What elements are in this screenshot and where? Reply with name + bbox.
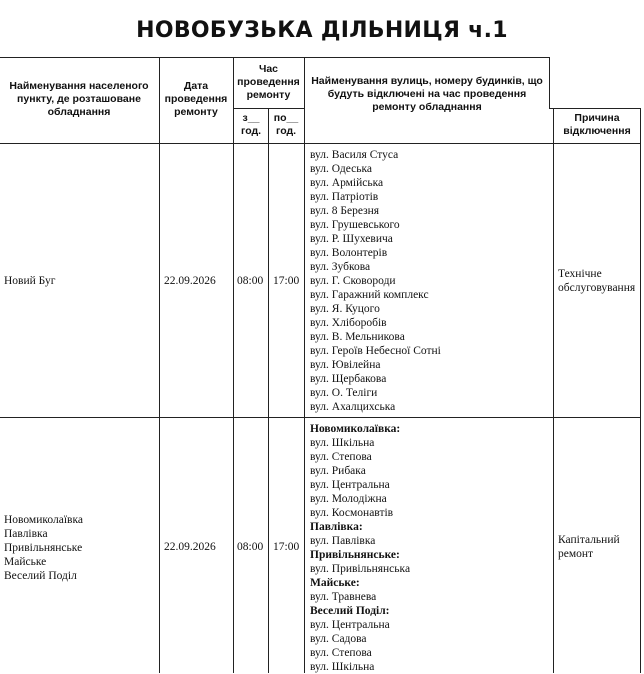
row1-to: 17:00	[273, 275, 300, 287]
locality-heading: Привільнянське:	[310, 549, 400, 561]
header-time: Час проведення ремонту	[237, 63, 300, 101]
header-settlement: Найменування населеного пункту, де розташоване обладнання	[9, 80, 149, 118]
street-item: вул. Степова	[310, 647, 372, 659]
street-item: вул. Василя Стуса	[310, 149, 399, 161]
row2-to: 17:00	[273, 541, 300, 553]
header-from: з__ год.	[240, 112, 262, 137]
street-item: вул. Патріотів	[310, 191, 379, 203]
street-item: вул. Рибака	[310, 465, 366, 477]
row1-date: 22.09.2026	[164, 275, 216, 287]
locality-heading: Майське:	[310, 577, 360, 589]
street-item: вул. Шкільна	[310, 437, 375, 449]
street-item: вул. Г. Сковороди	[310, 275, 396, 287]
row2-settlements	[4, 513, 156, 583]
table-border	[0, 143, 641, 144]
street-item: вул. Армійська	[310, 177, 384, 189]
row1-streets	[310, 148, 441, 414]
table-border	[640, 108, 641, 673]
table-border	[233, 57, 234, 673]
street-item: вул. Хліборобів	[310, 317, 387, 329]
street-item: вул. Зубкова	[310, 261, 371, 273]
street-item: вул. Павлівка	[310, 535, 376, 547]
street-item: вул. Грушевського	[310, 219, 400, 231]
street-item: вул. Центральна	[310, 619, 390, 631]
street-item: вул. Ювілейна	[310, 359, 381, 371]
street-item: вул. Центральна	[310, 479, 390, 491]
settlement-name: Новомиколаївка	[4, 514, 83, 526]
street-item: вул. Я. Куцого	[310, 303, 380, 315]
table-border	[159, 57, 160, 673]
row2-reason: Капітальний ремонт	[558, 534, 620, 560]
settlement-name: Майське	[4, 556, 47, 568]
page-title: НОВОБУЗЬКА ДІЛЬНИЦЯ ч.1	[136, 18, 508, 43]
street-item: вул. Шкільна	[310, 661, 375, 673]
table-border	[268, 108, 269, 673]
street-item: вул. Р. Шухевича	[310, 233, 393, 245]
table-border	[553, 108, 554, 673]
street-item: вул. Гаражний комплекс	[310, 289, 429, 301]
header-streets: Найменування вулиць, номеру будинків, що будуть відключені на час проведення ремонту обладнання	[311, 75, 543, 113]
table-border	[0, 57, 549, 58]
locality-heading: Павлівка:	[310, 521, 363, 533]
header-date: Дата проведення ремонту	[164, 80, 228, 118]
street-item: вул. Молодіжна	[310, 493, 387, 505]
street-item: вул. Ахалцихська	[310, 401, 396, 413]
locality-heading: Новомиколаївка:	[310, 423, 401, 435]
row1-settlement	[4, 274, 156, 288]
street-item: вул. О. Теліги	[310, 387, 378, 399]
row2-streets	[310, 422, 410, 674]
street-item: вул. Щербакова	[310, 373, 387, 385]
street-item: вул. Космонавтів	[310, 507, 394, 519]
settlement-name: Павлівка	[4, 528, 48, 540]
street-item: вул. Героїв Небесної Сотні	[310, 345, 441, 357]
row2-date: 22.09.2026	[164, 541, 216, 553]
row1-from: 08:00	[237, 275, 264, 287]
table-border	[549, 108, 641, 109]
header-to: по__ год.	[273, 112, 299, 137]
street-item: вул. Травнева	[310, 591, 377, 603]
settlement-name: Привільнянське	[4, 542, 83, 554]
row2-from: 08:00	[237, 541, 264, 553]
row1-reason: Технічне обслуговування	[558, 268, 636, 294]
table-border	[0, 417, 641, 418]
street-item: вул. Степова	[310, 451, 372, 463]
street-item: вул. Привільнянська	[310, 563, 411, 575]
street-item: вул. 8 Березня	[310, 205, 380, 217]
table-border	[304, 57, 305, 673]
street-item: вул. Одеська	[310, 163, 373, 175]
locality-heading: Веселий Поділ:	[310, 605, 390, 617]
settlement-name: Веселий Поділ	[4, 570, 77, 582]
table-border	[549, 57, 550, 108]
street-item: вул. В. Мельникова	[310, 331, 405, 343]
header-reason: Причина відключення	[563, 112, 631, 137]
street-item: вул. Садова	[310, 633, 367, 645]
settlement-name: Новий Буг	[4, 275, 56, 287]
street-item: вул. Волонтерів	[310, 247, 388, 259]
